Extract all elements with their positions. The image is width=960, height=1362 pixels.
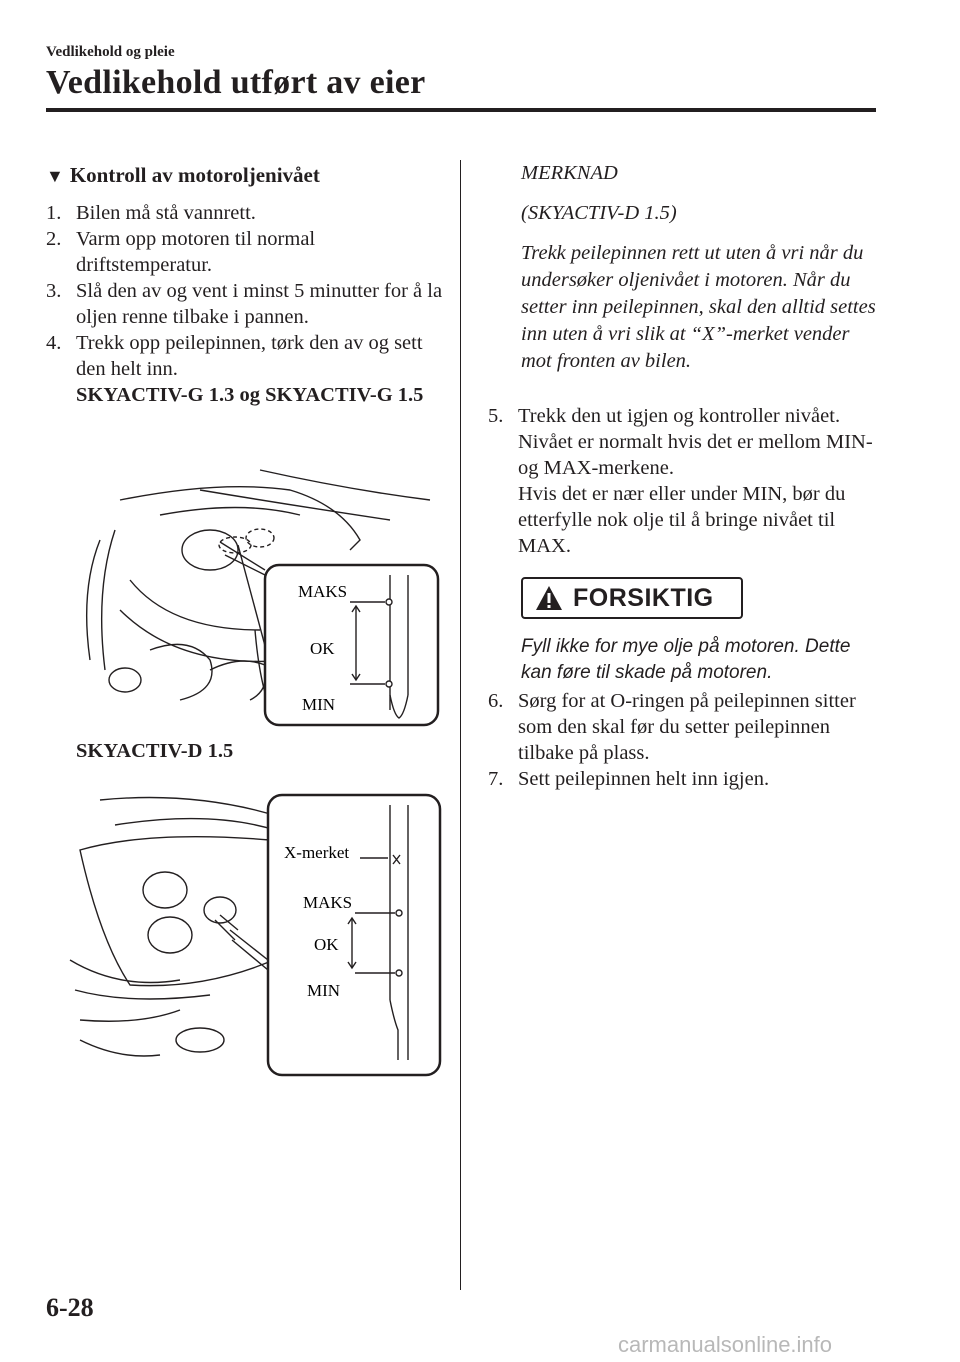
steps-right (488, 688, 878, 792)
section-heading (46, 163, 320, 188)
step-text: Varm opp motoren til normal driftstemperatur. (76, 228, 316, 276)
list-item (488, 688, 878, 766)
steps-left (46, 200, 446, 408)
label-ok: OK (310, 639, 335, 658)
step-text: Slå den av og vent i minst 5 minutter for å la oljen renne tilbake i pannen. (76, 280, 443, 328)
watermark: carmanualsonline.info (618, 1332, 833, 1357)
title-rule (46, 108, 876, 112)
list-item (46, 200, 446, 226)
step-number: 3. (46, 280, 62, 302)
list-item (488, 403, 878, 559)
step-text: Nivået er normalt hvis det er mellom MIN- og MAX-merkene. (518, 431, 873, 479)
label-maks: MAKS (303, 893, 353, 912)
label-min: MIN (302, 695, 336, 714)
page-title: Vedlikehold utført av eier (46, 64, 426, 101)
engine-dipstick-figure-diesel (60, 790, 445, 1080)
caution-label: FORSIKTIG (573, 583, 714, 612)
step-text: Bilen må stå vannrett. (76, 202, 256, 224)
page-number: 6-28 (46, 1293, 94, 1322)
label-maks: MAKS (298, 582, 348, 601)
step-text: Hvis det er nær eller under MIN, bør du etterfylle nok olje til å bringe nivået til MAX. (518, 483, 846, 557)
list-item (46, 278, 446, 330)
variant-label-petrol: SKYACTIV-G 1.3 og SKYACTIV-G 1.5 (76, 384, 424, 406)
step-number: 6. (488, 690, 504, 712)
triangle-marker-icon: ▼ (46, 166, 64, 186)
step-text: Sett peilepinnen helt inn igjen. (518, 768, 770, 790)
caution-text: Fyll ikke for mye olje på motoren. Dette kan føre til skade på motoren. (521, 636, 851, 683)
step-number: 1. (46, 202, 62, 224)
caution-badge (521, 577, 743, 619)
section-label: Vedlikehold og pleie (46, 44, 175, 60)
step-number: 7. (488, 768, 504, 790)
engine-dipstick-figure-petrol (60, 460, 445, 730)
step-number: 5. (488, 405, 504, 427)
step-text: Trekk opp peilepinnen, tørk den av og sett den helt inn. (76, 332, 423, 380)
note-title: MERKNAD (521, 162, 618, 184)
step-number: 2. (46, 228, 62, 250)
note-body: Trekk peilepinnen rett ut uten å vri når du undersøker oljenivået i motoren. Når du setter inn peilepinnen, skal den alltid settes inn uten å vri slik at “X”-merket vender mot fronten av bilen. (521, 242, 876, 372)
label-min: MIN (307, 981, 341, 1000)
list-item (46, 330, 446, 382)
variant-label-diesel: SKYACTIV-D 1.5 (76, 740, 234, 762)
label-x-merket: X-merket (284, 843, 350, 862)
warning-icon (535, 585, 563, 611)
column-divider (460, 160, 461, 1290)
step-text: Sørg for at O-ringen på peilepinnen sitter som den skal før du setter peilepinnen tilbake på plass. (518, 690, 856, 764)
section-heading-text: Kontroll av motoroljenivået (69, 163, 320, 187)
step-text: Trekk den ut igjen og kontroller nivået. (518, 405, 841, 427)
label-ok: OK (314, 935, 339, 954)
step-number: 4. (46, 332, 62, 354)
note-subtitle: (SKYACTIV-D 1.5) (521, 202, 677, 224)
list-item (46, 226, 446, 278)
step-5 (488, 403, 878, 559)
list-item (488, 766, 878, 792)
